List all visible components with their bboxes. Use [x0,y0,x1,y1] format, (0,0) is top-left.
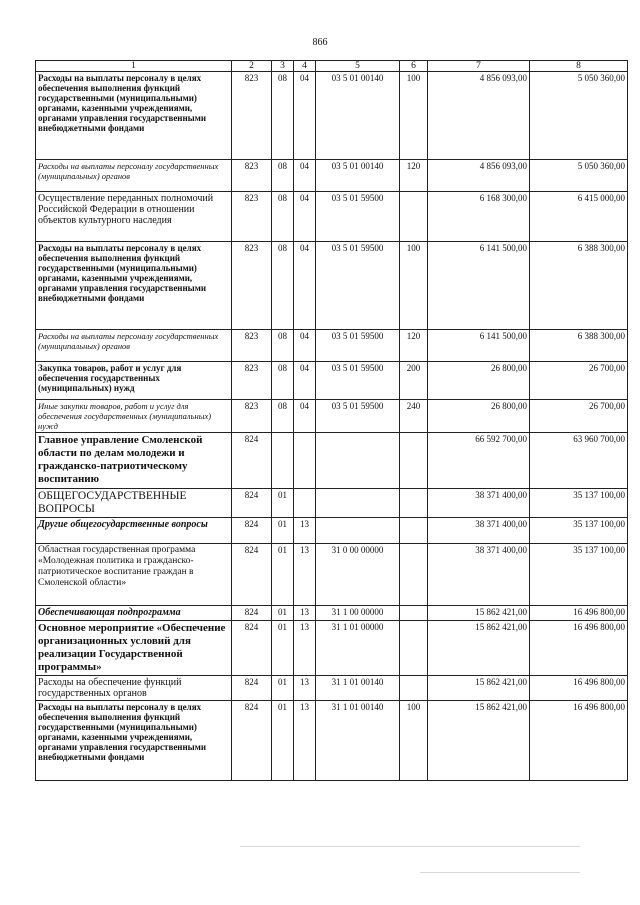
target-article-code: 03 5 01 59500 [316,362,400,400]
ministry-code: 824 [232,606,272,621]
target-article-code [316,518,400,544]
table-row [36,489,628,518]
table-row [36,676,628,701]
amount-year-1: 26 800,00 [428,400,530,433]
column-header: 4 [294,61,316,72]
row-description: Основное мероприятие «Обеспечение организационных условий для реализации Государственной программы» [36,621,232,676]
subsection-code: 04 [294,72,316,160]
row-description: Иные закупки товаров, работ и услуг для обеспечения государственных (муниципальных) нужд [36,400,232,433]
expense-type-code [400,518,428,544]
amount-year-2: 6 415 000,00 [530,192,628,242]
ministry-code: 824 [232,701,272,781]
table-row [36,518,628,544]
subsection-code: 13 [294,621,316,676]
section-code: 01 [272,676,294,701]
expense-type-code: 200 [400,362,428,400]
expense-type-code: 100 [400,242,428,330]
table-row [36,544,628,606]
row-description: Закупка товаров, работ и услуг для обеспечения государственных (муниципальных) нужд [36,362,232,400]
amount-year-2: 16 496 800,00 [530,676,628,701]
amount-year-1: 38 371 400,00 [428,544,530,606]
row-description: ОБЩЕГОСУДАРСТВЕННЫЕ ВОПРОСЫ [36,489,232,518]
expense-type-code [400,489,428,518]
row-description: Областная государственная программа «Молодежная политика и гражданско-патриотическое воспитание граждан в Смоленской области» [36,544,232,606]
section-code: 08 [272,242,294,330]
section-code: 01 [272,621,294,676]
subsection-code: 04 [294,362,316,400]
column-header: 3 [272,61,294,72]
ministry-code: 824 [232,489,272,518]
table-row [36,621,628,676]
row-description: Другие общегосударственные вопросы [36,518,232,544]
subsection-code: 13 [294,606,316,621]
target-article-code: 31 1 01 00000 [316,621,400,676]
subsection-code [294,489,316,518]
ministry-code: 824 [232,518,272,544]
row-description: Осуществление переданных полномочий Российской Федерации в отношении объектов культурного наследия [36,192,232,242]
section-code: 01 [272,518,294,544]
table-row [36,192,628,242]
section-code: 01 [272,701,294,781]
row-description: Главное управление Смоленской области по делам молодежи и гражданско-патриотическому воспитанию [36,433,232,489]
row-description: Расходы на выплаты персоналу государственных (муниципальных) органов [36,160,232,192]
section-code: 08 [272,330,294,362]
amount-year-1: 15 862 421,00 [428,621,530,676]
amount-year-1: 4 856 093,00 [428,160,530,192]
row-description: Обеспечивающая подпрограмма [36,606,232,621]
expense-type-code [400,544,428,606]
ministry-code: 823 [232,242,272,330]
subsection-code: 04 [294,192,316,242]
budget-table [35,60,628,781]
amount-year-1: 26 800,00 [428,362,530,400]
amount-year-1: 66 592 700,00 [428,433,530,489]
subsection-code: 04 [294,160,316,192]
table-row [36,242,628,330]
row-description: Расходы на выплаты персоналу в целях обеспечения выполнения функций государственными (муниципальными) органами, казенными учреждениями, органами управления государственными внебюджетными фондами [36,72,232,160]
subsection-code: 13 [294,544,316,606]
amount-year-2: 35 137 100,00 [530,518,628,544]
amount-year-1: 6 168 300,00 [428,192,530,242]
expense-type-code: 100 [400,72,428,160]
ministry-code: 823 [232,400,272,433]
target-article-code: 03 5 01 00140 [316,160,400,192]
target-article-code: 31 1 00 00000 [316,606,400,621]
expense-type-code: 240 [400,400,428,433]
subsection-code: 13 [294,701,316,781]
amount-year-2: 16 496 800,00 [530,606,628,621]
amount-year-1: 15 862 421,00 [428,606,530,621]
section-code: 08 [272,192,294,242]
scan-rule [240,846,580,847]
page-number: 866 [312,37,328,48]
ministry-code: 823 [232,160,272,192]
table-row [36,701,628,781]
target-article-code [316,433,400,489]
row-description: Расходы на обеспечение функций государственных органов [36,676,232,701]
amount-year-2: 16 496 800,00 [530,621,628,676]
table-row [36,400,628,433]
expense-type-code: 120 [400,330,428,362]
section-code: 08 [272,160,294,192]
column-header: 6 [400,61,428,72]
amount-year-1: 15 862 421,00 [428,676,530,701]
amount-year-2: 26 700,00 [530,362,628,400]
amount-year-2: 63 960 700,00 [530,433,628,489]
table-header-row [36,61,628,72]
table-row [36,606,628,621]
row-description: Расходы на выплаты персоналу в целях обеспечения выполнения функций государственными (муниципальными) органами, казенными учреждениями, органами управления государственными внебюджетными фондами [36,701,232,781]
target-article-code [316,489,400,518]
column-header: 5 [316,61,400,72]
ministry-code: 824 [232,676,272,701]
table-row [36,160,628,192]
target-article-code: 03 5 01 59500 [316,400,400,433]
target-article-code: 03 5 01 59500 [316,330,400,362]
ministry-code: 823 [232,362,272,400]
amount-year-2: 16 496 800,00 [530,701,628,781]
ministry-code: 824 [232,433,272,489]
expense-type-code [400,621,428,676]
column-header: 1 [36,61,232,72]
column-header: 2 [232,61,272,72]
amount-year-1: 38 371 400,00 [428,489,530,518]
amount-year-1: 4 856 093,00 [428,72,530,160]
table-row [36,72,628,160]
section-code: 01 [272,544,294,606]
target-article-code: 03 5 01 00140 [316,72,400,160]
subsection-code [294,433,316,489]
section-code: 08 [272,400,294,433]
target-article-code: 31 0 00 00000 [316,544,400,606]
section-code [272,433,294,489]
amount-year-2: 35 137 100,00 [530,544,628,606]
row-description: Расходы на выплаты персоналу государственных (муниципальных) органов [36,330,232,362]
column-header: 8 [530,61,628,72]
row-description: Расходы на выплаты персоналу в целях обеспечения выполнения функций государственными (муниципальными) органами, казенными учреждениями, органами управления государственными внебюджетными фондами [36,242,232,330]
amount-year-2: 26 700,00 [530,400,628,433]
amount-year-1: 38 371 400,00 [428,518,530,544]
subsection-code: 13 [294,676,316,701]
section-code: 01 [272,489,294,518]
amount-year-2: 6 388 300,00 [530,242,628,330]
amount-year-1: 6 141 500,00 [428,330,530,362]
section-code: 08 [272,72,294,160]
amount-year-2: 5 050 360,00 [530,72,628,160]
target-article-code: 03 5 01 59500 [316,192,400,242]
column-header: 7 [428,61,530,72]
expense-type-code: 100 [400,701,428,781]
subsection-code: 04 [294,242,316,330]
amount-year-2: 35 137 100,00 [530,489,628,518]
subsection-code: 04 [294,400,316,433]
section-code: 08 [272,362,294,400]
target-article-code: 03 5 01 59500 [316,242,400,330]
target-article-code: 31 1 01 00140 [316,676,400,701]
table-row [36,330,628,362]
scan-rule [420,872,580,873]
target-article-code: 31 1 01 00140 [316,701,400,781]
expense-type-code [400,192,428,242]
table-row [36,362,628,400]
expense-type-code: 120 [400,160,428,192]
ministry-code: 824 [232,544,272,606]
section-code: 01 [272,606,294,621]
ministry-code: 823 [232,72,272,160]
amount-year-2: 6 388 300,00 [530,330,628,362]
expense-type-code [400,433,428,489]
expense-type-code [400,606,428,621]
amount-year-2: 5 050 360,00 [530,160,628,192]
subsection-code: 13 [294,518,316,544]
subsection-code: 04 [294,330,316,362]
expense-type-code [400,676,428,701]
ministry-code: 823 [232,330,272,362]
table-row [36,433,628,489]
ministry-code: 824 [232,621,272,676]
amount-year-1: 6 141 500,00 [428,242,530,330]
ministry-code: 823 [232,192,272,242]
amount-year-1: 15 862 421,00 [428,701,530,781]
